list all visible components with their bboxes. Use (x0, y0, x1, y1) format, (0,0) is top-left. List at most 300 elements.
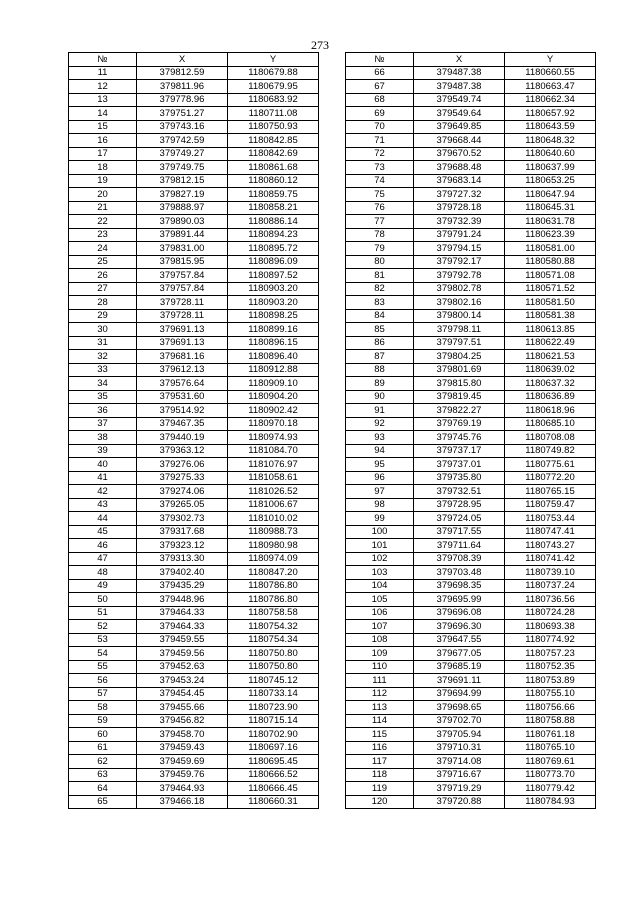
cell-y: 1180683.92 (228, 93, 319, 107)
cell-number: 111 (346, 674, 414, 688)
cell-x: 379691.13 (137, 336, 228, 350)
table-row (69, 525, 319, 539)
cell-x: 379698.35 (414, 579, 505, 593)
cell-number: 81 (346, 269, 414, 283)
cell-number: 11 (69, 66, 137, 80)
cell-x: 379681.16 (137, 350, 228, 364)
cell-y: 1180724.28 (505, 606, 596, 620)
cell-number: 63 (69, 768, 137, 782)
cell-y: 1180757.23 (505, 647, 596, 661)
table-row (69, 269, 319, 283)
cell-y: 1180741.42 (505, 552, 596, 566)
cell-x: 379812.15 (137, 174, 228, 188)
cell-number: 42 (69, 485, 137, 499)
cell-x: 379691.13 (137, 323, 228, 337)
table-row (346, 147, 596, 161)
cell-number: 52 (69, 620, 137, 634)
column-header-y: Y (505, 53, 596, 67)
cell-y: 1180903.20 (228, 296, 319, 310)
cell-x: 379778.96 (137, 93, 228, 107)
cell-number: 76 (346, 201, 414, 215)
table-row (69, 755, 319, 769)
cell-y: 1180693.38 (505, 620, 596, 634)
table-row (69, 134, 319, 148)
cell-y: 1180886.14 (228, 215, 319, 229)
table-row (346, 660, 596, 674)
cell-number: 43 (69, 498, 137, 512)
cell-y: 1180581.50 (505, 296, 596, 310)
table-row (346, 66, 596, 80)
cell-y: 1180758.58 (228, 606, 319, 620)
table-row (346, 782, 596, 796)
cell-x: 379448.96 (137, 593, 228, 607)
cell-x: 379804.25 (414, 350, 505, 364)
cell-y: 1180861.68 (228, 161, 319, 175)
table-row (69, 552, 319, 566)
cell-x: 379691.11 (414, 674, 505, 688)
cell-number: 17 (69, 147, 137, 161)
table-row (69, 660, 319, 674)
cell-number: 54 (69, 647, 137, 661)
table-row (346, 579, 596, 593)
cell-x: 379827.19 (137, 188, 228, 202)
column-header-x: X (137, 53, 228, 67)
cell-y: 1180622.49 (505, 336, 596, 350)
table-row (346, 728, 596, 742)
cell-number: 112 (346, 687, 414, 701)
cell-x: 379576.64 (137, 377, 228, 391)
cell-x: 379668.44 (414, 134, 505, 148)
cell-y: 1180903.20 (228, 282, 319, 296)
cell-x: 379800.14 (414, 309, 505, 323)
table-row (346, 255, 596, 269)
cell-y: 1180904.20 (228, 390, 319, 404)
cell-number: 120 (346, 795, 414, 809)
cell-y: 1180581.00 (505, 242, 596, 256)
table-row (346, 444, 596, 458)
table-row (69, 593, 319, 607)
cell-number: 31 (69, 336, 137, 350)
table-row (69, 606, 319, 620)
cell-number: 73 (346, 161, 414, 175)
cell-x: 379815.80 (414, 377, 505, 391)
table-row (346, 228, 596, 242)
cell-x: 379749.75 (137, 161, 228, 175)
cell-x: 379728.11 (137, 309, 228, 323)
table-row (346, 309, 596, 323)
table-row (346, 323, 596, 337)
cell-y: 1180754.34 (228, 633, 319, 647)
cell-number: 106 (346, 606, 414, 620)
cell-number: 46 (69, 539, 137, 553)
cell-number: 95 (346, 458, 414, 472)
table-row (69, 147, 319, 161)
cell-number: 116 (346, 741, 414, 755)
cell-x: 379757.84 (137, 282, 228, 296)
table-row (69, 174, 319, 188)
table-row (69, 282, 319, 296)
table-row (69, 336, 319, 350)
cell-number: 25 (69, 255, 137, 269)
cell-x: 379323.12 (137, 539, 228, 553)
cell-number: 48 (69, 566, 137, 580)
cell-y: 1180733.14 (228, 687, 319, 701)
table-row (69, 350, 319, 364)
cell-x: 379670.52 (414, 147, 505, 161)
cell-number: 66 (346, 66, 414, 80)
cell-x: 379265.05 (137, 498, 228, 512)
cell-x: 379812.59 (137, 66, 228, 80)
cell-y: 1180743.27 (505, 539, 596, 553)
table-row (69, 363, 319, 377)
cell-y: 1180645.31 (505, 201, 596, 215)
cell-y: 1180643.59 (505, 120, 596, 134)
cell-number: 50 (69, 593, 137, 607)
cell-number: 88 (346, 363, 414, 377)
table-row (69, 444, 319, 458)
cell-y: 1180756.66 (505, 701, 596, 715)
cell-x: 379710.31 (414, 741, 505, 755)
table-row (346, 120, 596, 134)
cell-y: 1180912.88 (228, 363, 319, 377)
cell-x: 379728.18 (414, 201, 505, 215)
cell-x: 379695.99 (414, 593, 505, 607)
cell-x: 379737.17 (414, 444, 505, 458)
table-row (69, 228, 319, 242)
cell-y: 1180897.52 (228, 269, 319, 283)
cell-x: 379888.97 (137, 201, 228, 215)
table-row (69, 539, 319, 553)
cell-number: 61 (69, 741, 137, 755)
cell-y: 1180895.72 (228, 242, 319, 256)
cell-x: 379647.55 (414, 633, 505, 647)
cell-y: 1180637.32 (505, 377, 596, 391)
table-row (69, 714, 319, 728)
table-row (69, 458, 319, 472)
table-row (69, 633, 319, 647)
cell-y: 1180786.80 (228, 593, 319, 607)
cell-y: 1180723.90 (228, 701, 319, 715)
cell-y: 1181058.61 (228, 471, 319, 485)
table-header-row (69, 53, 319, 67)
table-row (346, 485, 596, 499)
cell-y: 1180759.47 (505, 498, 596, 512)
cell-number: 79 (346, 242, 414, 256)
cell-number: 18 (69, 161, 137, 175)
cell-number: 68 (346, 93, 414, 107)
cell-y: 1181006.67 (228, 498, 319, 512)
table-row (69, 404, 319, 418)
table-row (346, 741, 596, 755)
cell-y: 1180581.38 (505, 309, 596, 323)
cell-x: 379727.32 (414, 188, 505, 202)
table-row (346, 417, 596, 431)
table-row (69, 242, 319, 256)
cell-number: 34 (69, 377, 137, 391)
cell-x: 379737.01 (414, 458, 505, 472)
cell-x: 379454.45 (137, 687, 228, 701)
cell-y: 1180571.52 (505, 282, 596, 296)
column-header-number: № (346, 53, 414, 67)
cell-number: 108 (346, 633, 414, 647)
table-row (69, 795, 319, 809)
table-row (69, 498, 319, 512)
cell-y: 1180750.80 (228, 660, 319, 674)
cell-y: 1180860.12 (228, 174, 319, 188)
cell-number: 32 (69, 350, 137, 364)
cell-y: 1180663.47 (505, 80, 596, 94)
cell-number: 69 (346, 107, 414, 121)
table-row (69, 215, 319, 229)
cell-x: 379743.16 (137, 120, 228, 134)
table-row (346, 80, 596, 94)
cell-y: 1180899.16 (228, 323, 319, 337)
cell-x: 379751.27 (137, 107, 228, 121)
cell-y: 1180745.12 (228, 674, 319, 688)
cell-y: 1180636.89 (505, 390, 596, 404)
cell-y: 1180662.34 (505, 93, 596, 107)
table-row (346, 498, 596, 512)
table-row (346, 377, 596, 391)
table-header-row (346, 53, 596, 67)
cell-y: 1180847.20 (228, 566, 319, 580)
cell-x: 379453.24 (137, 674, 228, 688)
cell-y: 1180631.78 (505, 215, 596, 229)
table-row (346, 93, 596, 107)
cell-y: 1180754.32 (228, 620, 319, 634)
cell-number: 62 (69, 755, 137, 769)
cell-number: 38 (69, 431, 137, 445)
cell-x: 379791.24 (414, 228, 505, 242)
table-row (346, 107, 596, 121)
cell-y: 1180859.75 (228, 188, 319, 202)
cell-x: 379703.48 (414, 566, 505, 580)
cell-x: 379705.94 (414, 728, 505, 742)
table-row (346, 269, 596, 283)
cell-x: 379459.55 (137, 633, 228, 647)
cell-number: 109 (346, 647, 414, 661)
cell-number: 107 (346, 620, 414, 634)
cell-y: 1180739.10 (505, 566, 596, 580)
cell-number: 96 (346, 471, 414, 485)
table-row (346, 539, 596, 553)
cell-number: 115 (346, 728, 414, 742)
cell-x: 379402.40 (137, 566, 228, 580)
cell-y: 1180715.14 (228, 714, 319, 728)
cell-y: 1180784.93 (505, 795, 596, 809)
cell-number: 82 (346, 282, 414, 296)
cell-number: 58 (69, 701, 137, 715)
cell-number: 83 (346, 296, 414, 310)
cell-number: 113 (346, 701, 414, 715)
table-row (346, 566, 596, 580)
table-row (69, 80, 319, 94)
coordinates-table-right (345, 52, 596, 809)
cell-x: 379688.48 (414, 161, 505, 175)
table-row (346, 363, 596, 377)
cell-number: 51 (69, 606, 137, 620)
table-row (69, 255, 319, 269)
cell-number: 57 (69, 687, 137, 701)
cell-y: 1180666.45 (228, 782, 319, 796)
cell-x: 379464.33 (137, 606, 228, 620)
table-row (346, 242, 596, 256)
cell-number: 85 (346, 323, 414, 337)
cell-y: 1180896.09 (228, 255, 319, 269)
cell-x: 379819.45 (414, 390, 505, 404)
cell-number: 99 (346, 512, 414, 526)
table-row (69, 120, 319, 134)
cell-x: 379302.73 (137, 512, 228, 526)
cell-y: 1180618.96 (505, 404, 596, 418)
table-row (69, 728, 319, 742)
cell-x: 379711.64 (414, 539, 505, 553)
cell-number: 49 (69, 579, 137, 593)
cell-x: 379732.51 (414, 485, 505, 499)
cell-y: 1180774.92 (505, 633, 596, 647)
cell-y: 1180747.41 (505, 525, 596, 539)
cell-x: 379455.66 (137, 701, 228, 715)
cell-y: 1181076.97 (228, 458, 319, 472)
cell-y: 1180750.80 (228, 647, 319, 661)
column-header-x: X (414, 53, 505, 67)
cell-y: 1180657.92 (505, 107, 596, 121)
table-row (346, 201, 596, 215)
table-row (346, 471, 596, 485)
cell-y: 1180679.88 (228, 66, 319, 80)
cell-x: 379891.44 (137, 228, 228, 242)
table-row (69, 674, 319, 688)
table-row (346, 701, 596, 715)
cell-x: 379720.88 (414, 795, 505, 809)
cell-y: 1180648.32 (505, 134, 596, 148)
cell-number: 30 (69, 323, 137, 337)
cell-y: 1180640.60 (505, 147, 596, 161)
cell-y: 1180639.02 (505, 363, 596, 377)
cell-y: 1180697.16 (228, 741, 319, 755)
cell-x: 379685.19 (414, 660, 505, 674)
table-row (69, 201, 319, 215)
cell-number: 40 (69, 458, 137, 472)
cell-y: 1180753.44 (505, 512, 596, 526)
cell-number: 64 (69, 782, 137, 796)
cell-x: 379890.03 (137, 215, 228, 229)
table-row (346, 282, 596, 296)
table-row (346, 795, 596, 809)
table-row (69, 782, 319, 796)
cell-number: 110 (346, 660, 414, 674)
table-row (346, 512, 596, 526)
column-header-y: Y (228, 53, 319, 67)
cell-y: 1180898.25 (228, 309, 319, 323)
table-row (346, 552, 596, 566)
cell-y: 1180974.09 (228, 552, 319, 566)
cell-y: 1180613.85 (505, 323, 596, 337)
cell-y: 1180750.93 (228, 120, 319, 134)
cell-y: 1180647.94 (505, 188, 596, 202)
cell-y: 1180980.98 (228, 539, 319, 553)
cell-y: 1180755.10 (505, 687, 596, 701)
cell-number: 56 (69, 674, 137, 688)
cell-number: 97 (346, 485, 414, 499)
table-row (69, 323, 319, 337)
cell-number: 74 (346, 174, 414, 188)
cell-x: 379802.16 (414, 296, 505, 310)
cell-y: 1180758.88 (505, 714, 596, 728)
table-row (69, 579, 319, 593)
cell-y: 1180660.31 (228, 795, 319, 809)
table-row (69, 620, 319, 634)
cell-number: 118 (346, 768, 414, 782)
cell-y: 1180749.82 (505, 444, 596, 458)
cell-x: 379531.60 (137, 390, 228, 404)
table-row (346, 134, 596, 148)
table-row (69, 741, 319, 755)
cell-y: 1180711.08 (228, 107, 319, 121)
cell-y: 1180775.61 (505, 458, 596, 472)
table-row (346, 336, 596, 350)
cell-number: 103 (346, 566, 414, 580)
cell-x: 379464.33 (137, 620, 228, 634)
table-row (69, 431, 319, 445)
cell-number: 89 (346, 377, 414, 391)
cell-x: 379435.29 (137, 579, 228, 593)
cell-y: 1180708.08 (505, 431, 596, 445)
cell-number: 94 (346, 444, 414, 458)
cell-number: 16 (69, 134, 137, 148)
cell-x: 379649.85 (414, 120, 505, 134)
cell-x: 379317.68 (137, 525, 228, 539)
cell-number: 26 (69, 269, 137, 283)
cell-x: 379549.74 (414, 93, 505, 107)
cell-y: 1180896.15 (228, 336, 319, 350)
table-row (346, 174, 596, 188)
cell-x: 379276.06 (137, 458, 228, 472)
cell-x: 379716.67 (414, 768, 505, 782)
table-row (346, 620, 596, 634)
cell-x: 379466.18 (137, 795, 228, 809)
table-row (346, 161, 596, 175)
cell-y: 1180637.99 (505, 161, 596, 175)
cell-x: 379452.63 (137, 660, 228, 674)
cell-number: 93 (346, 431, 414, 445)
cell-x: 379459.43 (137, 741, 228, 755)
cell-x: 379456.82 (137, 714, 228, 728)
cell-y: 1180653.25 (505, 174, 596, 188)
cell-x: 379696.08 (414, 606, 505, 620)
cell-number: 36 (69, 404, 137, 418)
cell-y: 1180970.18 (228, 417, 319, 431)
table-row (346, 458, 596, 472)
cell-number: 104 (346, 579, 414, 593)
cell-y: 1180621.53 (505, 350, 596, 364)
cell-x: 379464.93 (137, 782, 228, 796)
cell-number: 80 (346, 255, 414, 269)
cell-y: 1180858.21 (228, 201, 319, 215)
cell-x: 379549.64 (414, 107, 505, 121)
table-row (346, 606, 596, 620)
cell-x: 379749.27 (137, 147, 228, 161)
cell-y: 1180902.42 (228, 404, 319, 418)
cell-number: 86 (346, 336, 414, 350)
cell-y: 1180842.85 (228, 134, 319, 148)
cell-x: 379822.27 (414, 404, 505, 418)
cell-y: 1180909.10 (228, 377, 319, 391)
cell-number: 67 (346, 80, 414, 94)
cell-number: 15 (69, 120, 137, 134)
cell-x: 379724.05 (414, 512, 505, 526)
cell-y: 1180752.35 (505, 660, 596, 674)
